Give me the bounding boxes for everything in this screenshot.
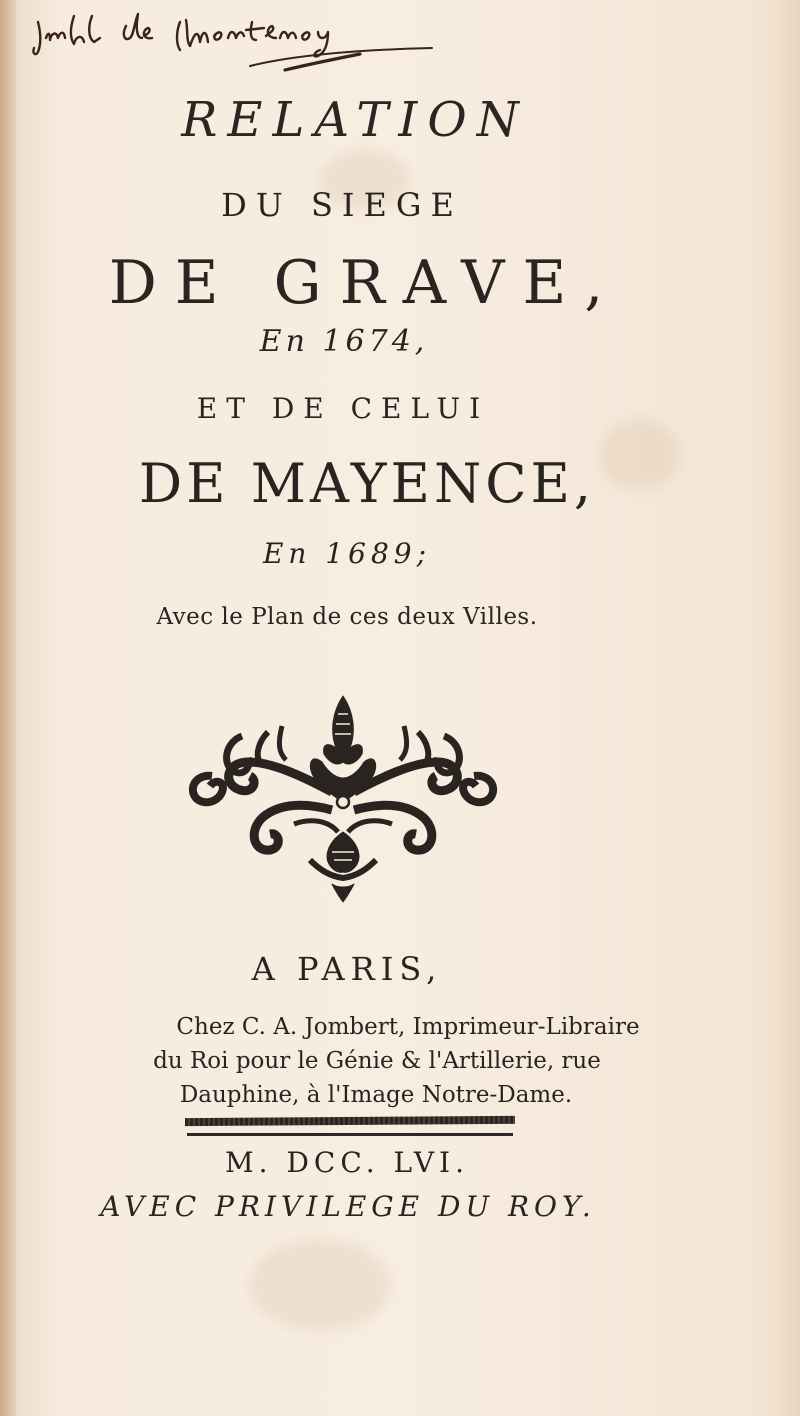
imprint-city: A PARIS, (251, 950, 443, 988)
subtitle-et-de-celui: ET DE CELUI (196, 392, 490, 425)
publisher-line: Dauphine, à l'Image Notre-Dame. (179, 1082, 573, 1108)
date-mayence: En 1689; (262, 537, 432, 570)
imprint-publisher (0, 1010, 800, 1112)
handwritten-signature (30, 8, 450, 78)
imprint-year: M. DCC. LVI. (224, 1146, 470, 1179)
baroque-acanthus-fleuron-icon (182, 692, 504, 906)
publisher-line: Chez C. A. Jombert, Imprimeur-Libraire (176, 1014, 640, 1040)
paper-stain (250, 1240, 390, 1330)
title-de-mayence: DE MAYENCE, (138, 452, 596, 515)
subtitle-du-siege: DU SIEGE (221, 186, 463, 224)
title-de-grave: DE GRAVE, (108, 248, 622, 318)
plan-note: Avec le Plan de ces deux Villes. (156, 604, 538, 630)
title-relation: RELATION (181, 92, 529, 148)
decorative-rule-thick (185, 1116, 515, 1126)
date-grave: En 1674, (259, 324, 429, 359)
imprint-privilege: AVEC PRIVILEGE DU ROY. (100, 1190, 596, 1223)
publisher-line: du Roi pour le Génie & l'Artillerie, rue (153, 1048, 601, 1074)
decorative-rule-thin (187, 1133, 513, 1136)
